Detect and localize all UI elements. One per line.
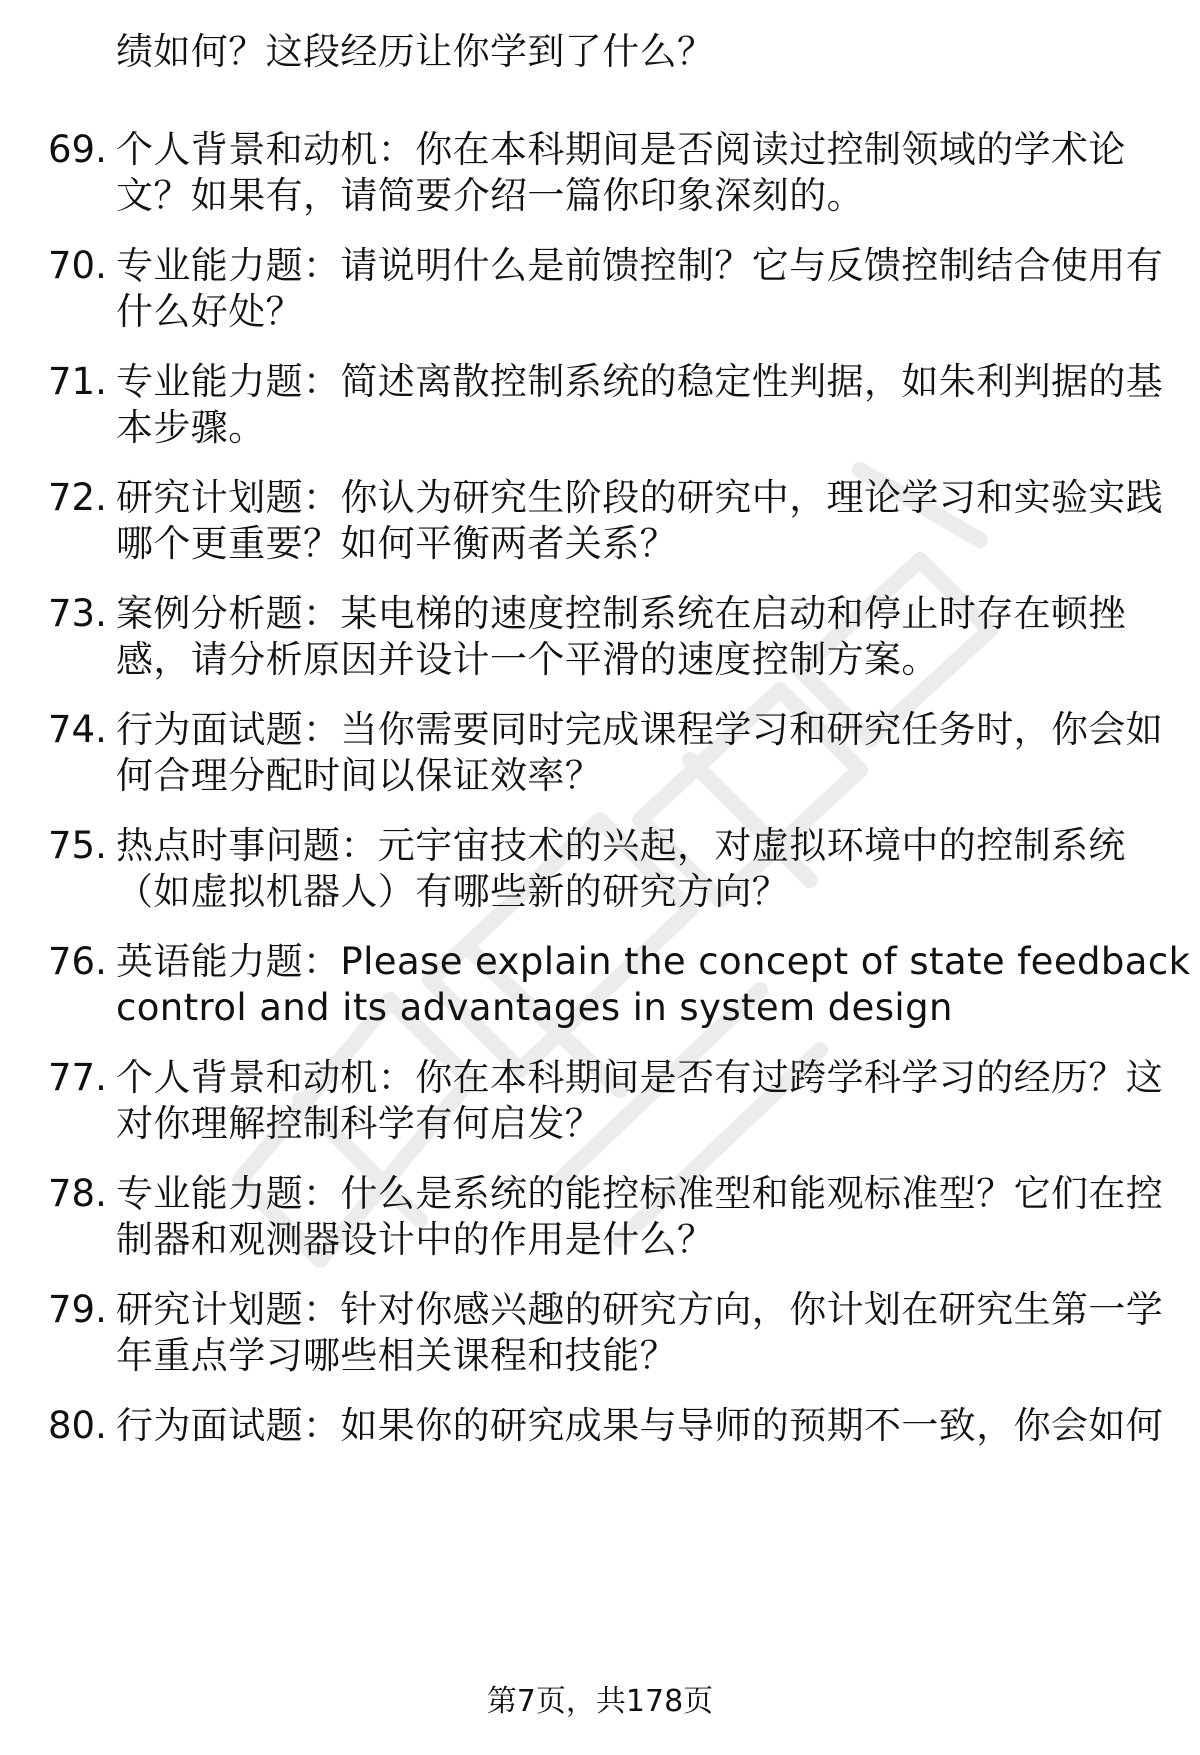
question-text-line: 哪个更重要？如何平衡两者关系？ (116, 522, 677, 565)
question-number: 74. (48, 708, 107, 751)
question-text-line: 个人背景和动机：你在本科期间是否阅读过控制领域的学术论 (116, 128, 1126, 171)
question-number: 76. (48, 940, 107, 983)
question-text-line: 研究计划题：针对你感兴趣的研究方向，你计划在研究生第一学 (116, 1288, 1164, 1331)
question-text-line: 研究计划题：你认为研究生阶段的研究中，理论学习和实验实践 (116, 476, 1164, 519)
question-text-line: 行为面试题：当你需要同时完成课程学习和研究任务时，你会如 (116, 708, 1164, 751)
question-number: 70. (48, 244, 107, 287)
question-text-line: 绩如何？这段经历让你学到了什么？ (116, 30, 715, 73)
question-text-line: 专业能力题：什么是系统的能控标准型和能观标准型？它们在控 (116, 1172, 1164, 1215)
question-number: 78. (48, 1172, 107, 1215)
question-text-line: 年重点学习哪些相关课程和技能？ (116, 1334, 677, 1377)
question-number: 72. (48, 476, 107, 519)
question-text-line: 行为面试题：如果你的研究成果与导师的预期不一致，你会如何 (116, 1404, 1164, 1447)
question-text-line: 专业能力题：请说明什么是前馈控制？它与反馈控制结合使用有 (116, 244, 1164, 287)
question-number: 73. (48, 592, 107, 635)
question-number: 69. (48, 128, 107, 171)
question-number: 79. (48, 1288, 107, 1331)
question-text-line: （如虚拟机器人）有哪些新的研究方向？ (116, 870, 790, 913)
question-text-line: 文？如果有，请简要介绍一篇你印象深刻的。 (116, 174, 864, 217)
question-text-line: 热点时事问题：元宇宙技术的兴起，对虚拟环境中的控制系统 (116, 824, 1126, 867)
question-number: 77. (48, 1056, 107, 1099)
question-text-line: 制器和观测器设计中的作用是什么？ (116, 1218, 715, 1261)
question-text-line: control and its advantages in system design (116, 986, 953, 1029)
question-text-line: 英语能力题：Please explain the concept of state feedback (116, 940, 1191, 983)
question-text-line: 个人背景和动机：你在本科期间是否有过跨学科学习的经历？这 (116, 1056, 1164, 1099)
question-number: 71. (48, 360, 107, 403)
question-number: 75. (48, 824, 107, 867)
page-footer: 第7页，共178页 (486, 1684, 714, 1719)
question-text-line: 本步骤。 (116, 406, 266, 449)
question-number: 80. (48, 1404, 107, 1447)
question-text-line: 对你理解控制科学有何启发？ (116, 1102, 603, 1145)
question-text-line: 案例分析题：某电梯的速度控制系统在启动和停止时存在顿挫 (116, 592, 1126, 635)
question-text-line: 感，请分析原因并设计一个平滑的速度控制方案。 (116, 638, 939, 681)
question-text-line: 何合理分配时间以保证效率？ (116, 754, 603, 797)
question-text-line: 专业能力题：简述离散控制系统的稳定性判据，如朱利判据的基 (116, 360, 1164, 403)
question-text-line: 什么好处？ (116, 290, 303, 333)
